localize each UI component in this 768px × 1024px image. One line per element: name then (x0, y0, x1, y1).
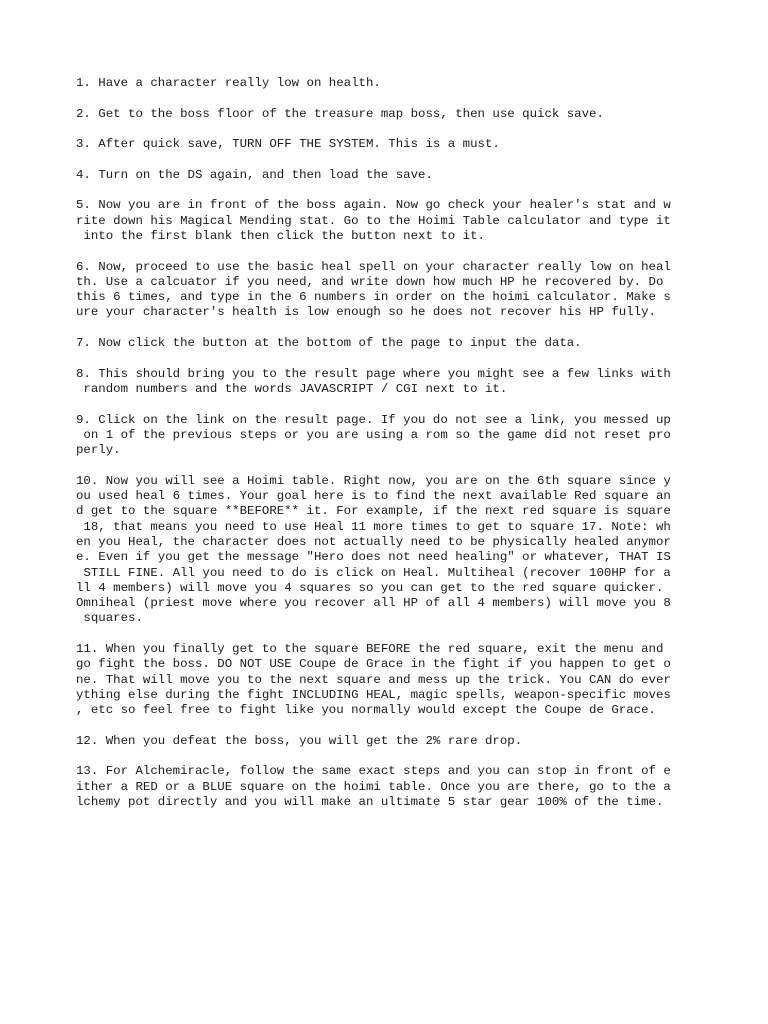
step-paragraph-13 (76, 764, 696, 810)
step-paragraph-6 (76, 260, 696, 321)
text-line: random numbers and the words JAVASCRIPT / CGI next to it. (76, 381, 508, 396)
step-paragraph-12 (76, 734, 696, 749)
text-line: go fight the boss. DO NOT USE Coupe de Grace in the fight if you happen to get o (76, 657, 671, 672)
text-line: into the first blank then click the button next to it. (76, 228, 485, 243)
text-line: squares. (76, 611, 143, 626)
text-line: perly. (76, 443, 121, 458)
text-line: 18, that means you need to use Heal 11 more times to get to square 17. Note: wh (76, 519, 671, 534)
step-paragraph-3 (76, 137, 696, 152)
step-paragraph-8 (76, 367, 696, 398)
text-line: ure your character's health is low enough so he does not recover his HP fully. (76, 305, 656, 320)
text-line: on 1 of the previous steps or you are using a rom so the game did not reset pro (76, 427, 671, 442)
text-line: d get to the square **BEFORE** it. For example, if the next red square is square (76, 504, 671, 519)
document-page (76, 76, 696, 826)
step-paragraph-9 (76, 413, 696, 459)
step-paragraph-11 (76, 642, 696, 718)
text-line: STILL FINE. All you need to do is click on Heal. Multiheal (recover 100HP for a (76, 565, 671, 580)
text-line: 5. Now you are in front of the boss again. Now go check your healer's stat and w (76, 198, 671, 213)
text-line: 11. When you finally get to the square BEFORE the red square, exit the menu and (76, 641, 664, 656)
text-line: 4. Turn on the DS again, and then load the save. (76, 167, 433, 182)
text-line: en you Heal, the character does not actually need to be physically healed anymor (76, 534, 671, 549)
step-paragraph-2 (76, 107, 696, 122)
text-line: 6. Now, proceed to use the basic heal spell on your character really low on heal (76, 259, 671, 274)
text-line: 7. Now click the button at the bottom of the page to input the data. (76, 336, 582, 351)
text-line: 13. For Alchemiracle, follow the same exact steps and you can stop in front of e (76, 764, 671, 779)
text-line: this 6 times, and type in the 6 numbers in order on the hoimi calculator. Make s (76, 290, 671, 305)
text-line: 3. After quick save, TURN OFF THE SYSTEM. This is a must. (76, 137, 500, 152)
text-line: 12. When you defeat the boss, you will get the 2% rare drop. (76, 733, 523, 748)
text-line: 1. Have a character really low on health. (76, 76, 381, 90)
text-line: lchemy pot directly and you will make an ultimate 5 star gear 100% of the time. (76, 794, 664, 809)
text-line: , etc so feel free to fight like you normally would except the Coupe de Grace. (76, 703, 656, 718)
text-line: rite down his Magical Mending stat. Go to the Hoimi Table calculator and type it (76, 213, 671, 228)
text-line: 8. This should bring you to the result page where you might see a few links with (76, 366, 671, 381)
text-line: ou used heal 6 times. Your goal here is to find the next available Red square an (76, 489, 671, 504)
step-paragraph-10 (76, 474, 696, 627)
text-line: e. Even if you get the message "Hero does not need healing" or whatever, THAT IS (76, 550, 671, 565)
step-paragraph-4 (76, 168, 696, 183)
text-line: 10. Now you will see a Hoimi table. Right now, you are on the 6th square since y (76, 473, 671, 488)
step-paragraph-5 (76, 198, 696, 244)
step-paragraph-7 (76, 336, 696, 351)
text-line: ither a RED or a BLUE square on the hoimi table. Once you are there, go to the a (76, 779, 671, 794)
text-line: Omniheal (priest move where you recover all HP of all 4 members) will move you 8 (76, 596, 671, 611)
text-line: 9. Click on the link on the result page. If you do not see a link, you messed up (76, 412, 671, 427)
step-paragraph-1 (76, 76, 696, 91)
text-line: th. Use a calcuator if you need, and write down how much HP he recovered by. Do (76, 274, 664, 289)
text-line: 2. Get to the boss floor of the treasure map boss, then use quick save. (76, 106, 604, 121)
text-line: ything else during the fight INCLUDING HEAL, magic spells, weapon-specific moves (76, 687, 671, 702)
text-line: ne. That will move you to the next square and mess up the trick. You CAN do ever (76, 672, 671, 687)
text-line: ll 4 members) will move you 4 squares so you can get to the red square quicker. (76, 580, 664, 595)
